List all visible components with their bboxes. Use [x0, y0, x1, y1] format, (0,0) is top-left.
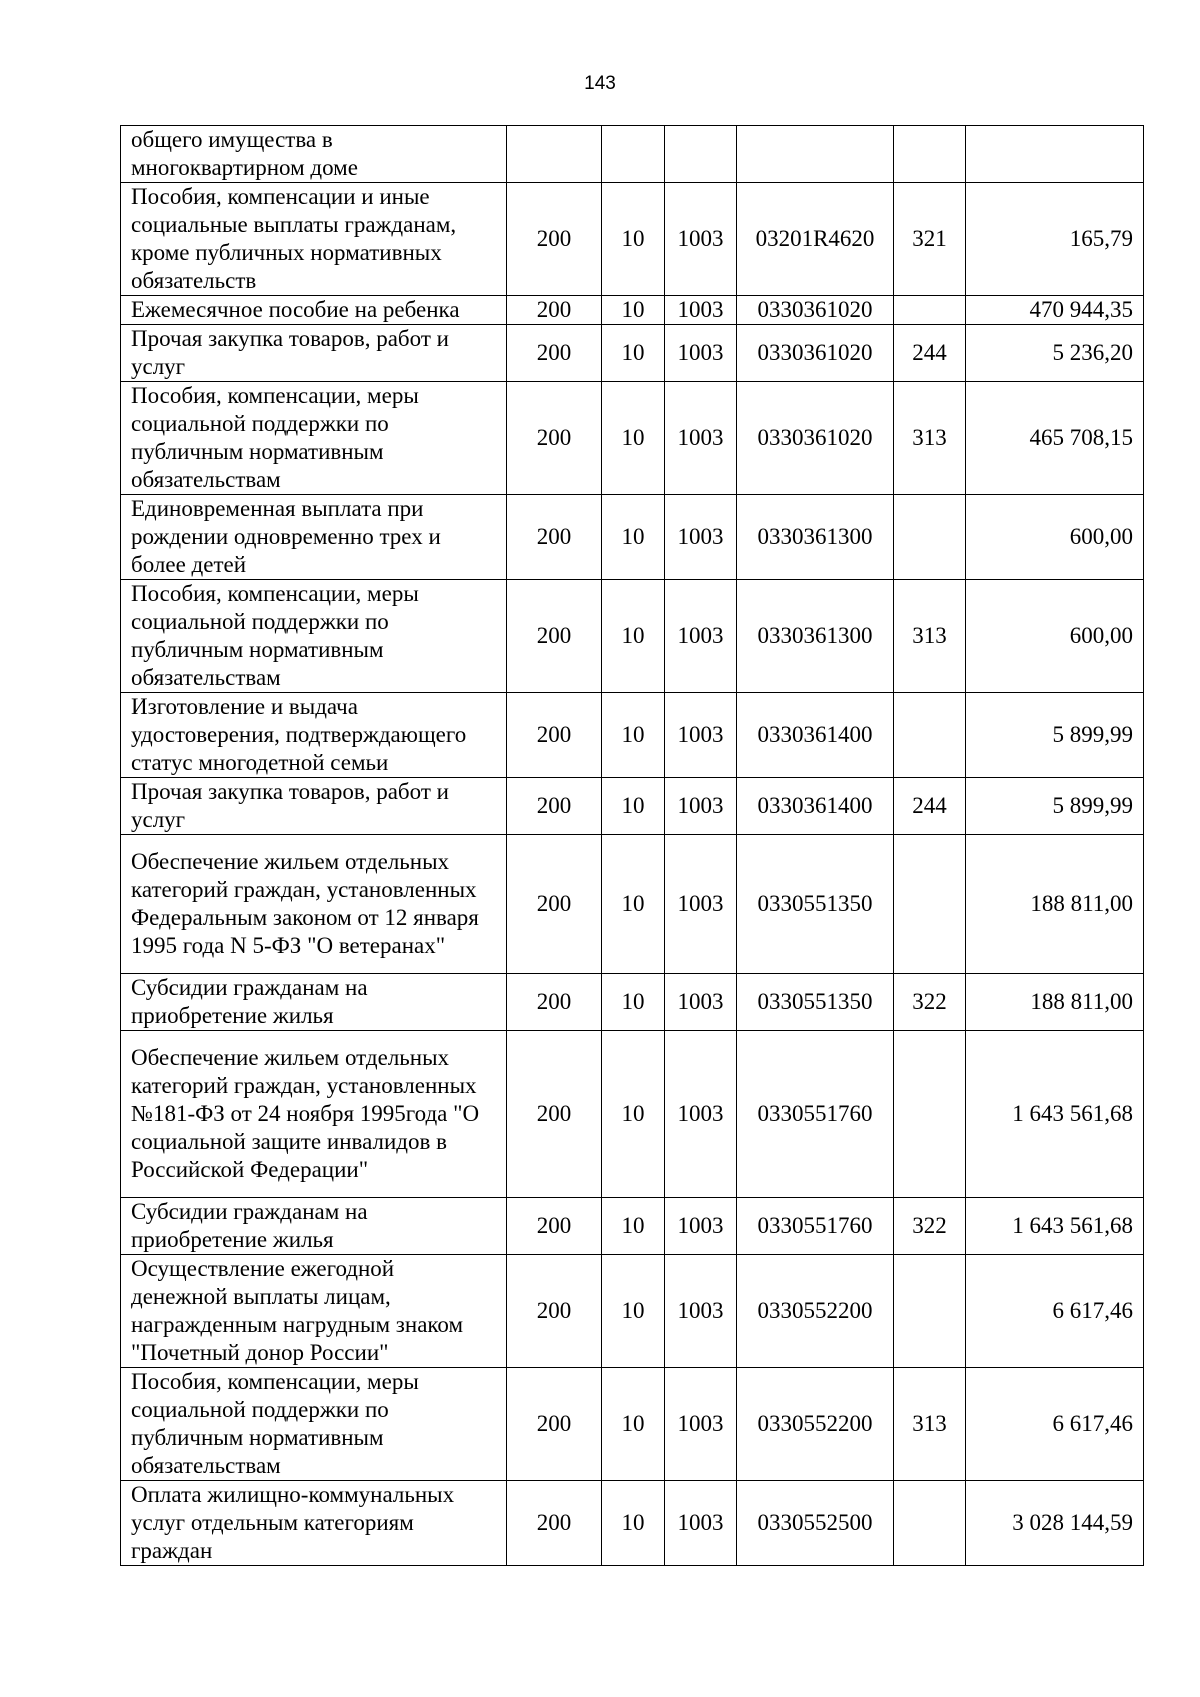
row-admin-code: 200 — [507, 382, 602, 495]
row-subsection: 1003 — [665, 778, 737, 835]
table-row — [121, 495, 1144, 580]
row-admin-code: 200 — [507, 1481, 602, 1566]
row-target-article: 0330551350 — [737, 974, 894, 1031]
row-target-article: 0330551350 — [737, 835, 894, 974]
row-name: Оплата жилищно-коммунальных услуг отдельным категориям граждан — [121, 1481, 507, 1566]
row-expense-type: 321 — [894, 183, 966, 296]
row-admin-code: 200 — [507, 1368, 602, 1481]
row-admin-code: 200 — [507, 693, 602, 778]
row-name: Обеспечение жильем отдельных категорий граждан, установленных №181-ФЗ от 24 ноября 1995года "О социальной защите инвалидов в Российской Федерации" — [121, 1031, 507, 1198]
row-amount: 165,79 — [966, 183, 1144, 296]
row-target-article: 0330361300 — [737, 495, 894, 580]
row-section: 10 — [602, 1255, 665, 1368]
row-subsection: 1003 — [665, 382, 737, 495]
row-subsection — [665, 126, 737, 183]
row-name: Пособия, компенсации, меры социальной поддержки по публичным нормативным обязательствам — [121, 1368, 507, 1481]
row-admin-code: 200 — [507, 183, 602, 296]
row-target-article: 0330361020 — [737, 382, 894, 495]
row-subsection: 1003 — [665, 183, 737, 296]
row-name: Ежемесячное пособие на ребенка — [121, 296, 507, 325]
row-expense-type — [894, 1255, 966, 1368]
row-name: Пособия, компенсации и иные социальные выплаты гражданам, кроме публичных нормативных обязательств — [121, 183, 507, 296]
page-number: 143 — [584, 73, 616, 94]
table-row — [121, 1198, 1144, 1255]
row-target-article: 0330551760 — [737, 1198, 894, 1255]
row-section: 10 — [602, 1368, 665, 1481]
table-row — [121, 835, 1144, 974]
row-expense-type: 244 — [894, 325, 966, 382]
row-section: 10 — [602, 325, 665, 382]
table-row — [121, 580, 1144, 693]
row-admin-code: 200 — [507, 296, 602, 325]
table-row — [121, 974, 1144, 1031]
row-name: Прочая закупка товаров, работ и услуг — [121, 325, 507, 382]
row-expense-type — [894, 835, 966, 974]
budget-table — [120, 125, 1144, 1566]
row-amount: 188 811,00 — [966, 974, 1144, 1031]
row-name: Изготовление и выдача удостоверения, подтверждающего статус многодетной семьи — [121, 693, 507, 778]
table-row — [121, 693, 1144, 778]
row-section: 10 — [602, 382, 665, 495]
row-admin-code: 200 — [507, 974, 602, 1031]
row-target-article: 0330361400 — [737, 693, 894, 778]
row-section: 10 — [602, 495, 665, 580]
row-subsection: 1003 — [665, 1198, 737, 1255]
row-expense-type: 322 — [894, 1198, 966, 1255]
row-target-article: 03201R4620 — [737, 183, 894, 296]
row-amount: 600,00 — [966, 495, 1144, 580]
row-subsection: 1003 — [665, 296, 737, 325]
row-expense-type — [894, 296, 966, 325]
row-admin-code — [507, 126, 602, 183]
row-subsection: 1003 — [665, 693, 737, 778]
row-target-article: 0330552200 — [737, 1255, 894, 1368]
table-row — [121, 325, 1144, 382]
row-target-article: 0330361020 — [737, 296, 894, 325]
row-admin-code: 200 — [507, 1198, 602, 1255]
row-name: Единовременная выплата при рождении одновременно трех и более детей — [121, 495, 507, 580]
row-amount: 6 617,46 — [966, 1255, 1144, 1368]
row-section: 10 — [602, 1481, 665, 1566]
row-expense-type: 313 — [894, 580, 966, 693]
row-subsection: 1003 — [665, 1255, 737, 1368]
row-target-article: 0330552200 — [737, 1368, 894, 1481]
row-name: Пособия, компенсации, меры социальной поддержки по публичным нормативным обязательствам — [121, 382, 507, 495]
table-body — [121, 126, 1144, 1566]
row-amount: 5 236,20 — [966, 325, 1144, 382]
row-amount: 188 811,00 — [966, 835, 1144, 974]
table-row — [121, 1031, 1144, 1198]
table-row — [121, 296, 1144, 325]
row-target-article — [737, 126, 894, 183]
row-expense-type — [894, 1031, 966, 1198]
row-name: Субсидии гражданам на приобретение жилья — [121, 1198, 507, 1255]
row-subsection: 1003 — [665, 495, 737, 580]
row-section: 10 — [602, 1198, 665, 1255]
row-expense-type: 322 — [894, 974, 966, 1031]
row-section: 10 — [602, 974, 665, 1031]
row-target-article: 0330551760 — [737, 1031, 894, 1198]
row-target-article: 0330361300 — [737, 580, 894, 693]
row-name: Прочая закупка товаров, работ и услуг — [121, 778, 507, 835]
row-admin-code: 200 — [507, 1031, 602, 1198]
row-section: 10 — [602, 1031, 665, 1198]
row-name: общего имущества в многоквартирном доме — [121, 126, 507, 183]
row-expense-type — [894, 1481, 966, 1566]
table-row — [121, 183, 1144, 296]
row-admin-code: 200 — [507, 495, 602, 580]
row-amount: 600,00 — [966, 580, 1144, 693]
row-name: Пособия, компенсации, меры социальной поддержки по публичным нормативным обязательствам — [121, 580, 507, 693]
row-subsection: 1003 — [665, 1031, 737, 1198]
row-amount: 1 643 561,68 — [966, 1031, 1144, 1198]
row-amount — [966, 126, 1144, 183]
row-section: 10 — [602, 778, 665, 835]
table-row — [121, 1481, 1144, 1566]
row-amount: 6 617,46 — [966, 1368, 1144, 1481]
table-row — [121, 1255, 1144, 1368]
row-subsection: 1003 — [665, 325, 737, 382]
row-admin-code: 200 — [507, 1255, 602, 1368]
row-section: 10 — [602, 835, 665, 974]
row-admin-code: 200 — [507, 835, 602, 974]
row-section: 10 — [602, 183, 665, 296]
table-row — [121, 1368, 1144, 1481]
row-admin-code: 200 — [507, 580, 602, 693]
row-expense-type: 313 — [894, 382, 966, 495]
row-target-article: 0330361020 — [737, 325, 894, 382]
row-subsection: 1003 — [665, 835, 737, 974]
table-row — [121, 126, 1144, 183]
row-section — [602, 126, 665, 183]
row-amount: 465 708,15 — [966, 382, 1144, 495]
row-expense-type: 313 — [894, 1368, 966, 1481]
row-subsection: 1003 — [665, 580, 737, 693]
row-subsection: 1003 — [665, 1368, 737, 1481]
row-admin-code: 200 — [507, 778, 602, 835]
row-section: 10 — [602, 296, 665, 325]
row-expense-type — [894, 126, 966, 183]
row-subsection: 1003 — [665, 1481, 737, 1566]
row-section: 10 — [602, 580, 665, 693]
row-amount: 3 028 144,59 — [966, 1481, 1144, 1566]
row-amount: 5 899,99 — [966, 778, 1144, 835]
row-name: Субсидии гражданам на приобретение жилья — [121, 974, 507, 1031]
table-row — [121, 382, 1144, 495]
row-amount: 470 944,35 — [966, 296, 1144, 325]
row-target-article: 0330552500 — [737, 1481, 894, 1566]
row-expense-type: 244 — [894, 778, 966, 835]
row-amount: 5 899,99 — [966, 693, 1144, 778]
row-subsection: 1003 — [665, 974, 737, 1031]
row-name: Осуществление ежегодной денежной выплаты лицам, награжденным нагрудным знаком "Почетный донор России" — [121, 1255, 507, 1368]
row-name: Обеспечение жильем отдельных категорий граждан, установленных Федеральным законом от 12 января 1995 года N 5-ФЗ "О ветеранах" — [121, 835, 507, 974]
row-amount: 1 643 561,68 — [966, 1198, 1144, 1255]
row-target-article: 0330361400 — [737, 778, 894, 835]
table-row — [121, 778, 1144, 835]
row-admin-code: 200 — [507, 325, 602, 382]
row-expense-type — [894, 495, 966, 580]
row-section: 10 — [602, 693, 665, 778]
row-expense-type — [894, 693, 966, 778]
